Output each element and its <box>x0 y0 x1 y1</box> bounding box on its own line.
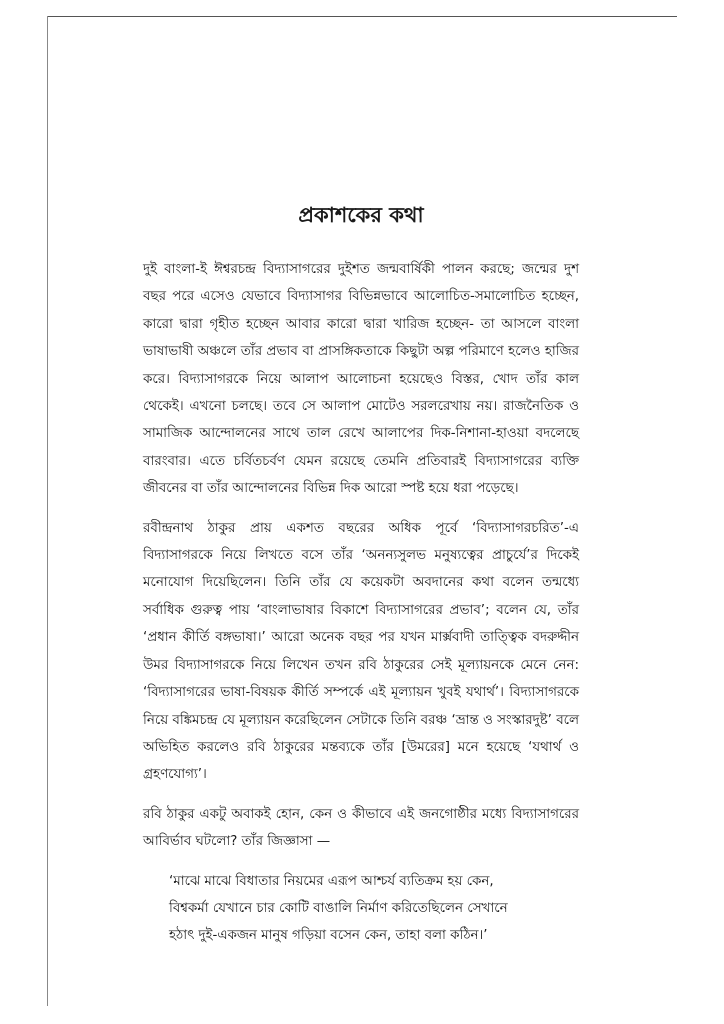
page-title: প্রকাশকের কথা <box>298 203 424 227</box>
quote-line-2: বিশ্বকর্মা যেখানে চার কোটি বাঙালি নির্মাণ করিতেছিলেন সেখানে <box>169 900 508 916</box>
left-border-line <box>47 16 48 1006</box>
paragraph-1: দুই বাংলা-ই ঈশ্বরচন্দ্র বিদ্যাসাগরের দুইশত জন্মবার্ষিকী পালন করছে; জন্মের দুশ বছর পরে এসেও যেভাবে বিদ্যাসাগর বিভিন্নভাবে আলোচিত-সমালোচিত হচ্ছেন, কারো দ্বারা গৃহীত হচ্ছেন আবার কারো দ্বারা খারিজ হচ্ছেন- তা আসলে বাংলা ভাষাভাষী অঞ্চলে তাঁর প্রভাব বা প্রাসঙ্গিকতাকে কিছুটা অল্প পরিমাণে হলেও হাজির করে। বিদ্যাসাগরকে নিয়ে আলাপ আলোচনা হয়েছেও বিস্তর, খোদ তাঁর কাল থেকেই। এখনো চলছে। তবে সে আলাপ মোটেও সরলরেখায় নয়। রাজনৈতিক ও সামাজিক আন্দোলনের সাথে তাল রেখে আলাপের দিক-নিশানা-হাওয়া বদলেছে বারংবার। এতে চর্বিতচর্বণ যেমন রয়েছে তেমনি প্রতিবারই বিদ্যাসাগরের ব্যক্তি জীবনের বা তাঁর আন্দোলনের বিভিন্ন দিক আরো স্পষ্ট হয়ে ধরা পড়েছে। <box>143 262 579 497</box>
page-content <box>143 200 579 949</box>
block-quote <box>169 868 579 949</box>
quote-line-3: হঠাৎ দুই-একজন মানুষ গড়িয়া বসেন কেন, তাহা বলা কঠিন।’ <box>169 927 488 943</box>
paragraph-3: রবি ঠাকুর একটু অবাকই হোন, কেন ও কীভাবে এই জনগোষ্ঠীর মধ্যে বিদ্যাসাগরের আবির্ভাব ঘটলো? তাঁর জিজ্ঞাসা — <box>143 806 579 850</box>
paragraph-2: রবীন্দ্রনাথ ঠাকুর প্রায় একশত বছরের অধিক পূর্বে ‘বিদ্যাসাগরচরিত’-এ বিদ্যাসাগরকে নিয়ে লিখতে বসে তাঁর ‘অনন্যসুলভ মনুষ্যত্বের প্রাচুর্যে’র দিকেই মনোযোগ দিয়েছিলেন। তিনি তাঁর যে কয়েকটা অবদানের কথা বলেন তন্মধ্যে সর্বাধিক গুরুত্ব পায় ‘বাংলাভাষার বিকাশে বিদ্যাসাগরের প্রভাব’; বলেন যে, তাঁর ‘প্রধান কীর্তি বঙ্গভাষা।’ আরো অনেক বছর পর যখন মার্ক্সবাদী তাত্ত্বিক বদরুদ্দীন উমর বিদ্যাসাগরকে নিয়ে লিখেন তখন রবি ঠাকুরের সেই মূল্যায়নকে মেনে নেন: ‘বিদ্যাসাগরের ভাষা-বিষয়ক কীর্তি সম্পর্কে এই মূল্যায়ন খুবই যথার্থ’। বিদ্যাসাগরকে নিয়ে বঙ্কিমচন্দ্র যে মূল্যায়ন করেছিলেন সেটাকে তিনি বরঞ্চ ‘ভ্রান্ত ও সংস্কারদুষ্ট’ বলে অভিহিত করলেও রবি ঠাকুরের মন্তব্যকে তাঁর [উমরের] মনে হয়েছে ‘যথার্থ ও গ্রহণযোগ্য’। <box>143 520 579 783</box>
quote-line-1: ‘মাঝে মাঝে বিধাতার নিয়মের এরূপ আশ্চর্য ব্যতিক্রম হয় কেন, <box>169 873 494 889</box>
top-border-line <box>47 16 677 17</box>
